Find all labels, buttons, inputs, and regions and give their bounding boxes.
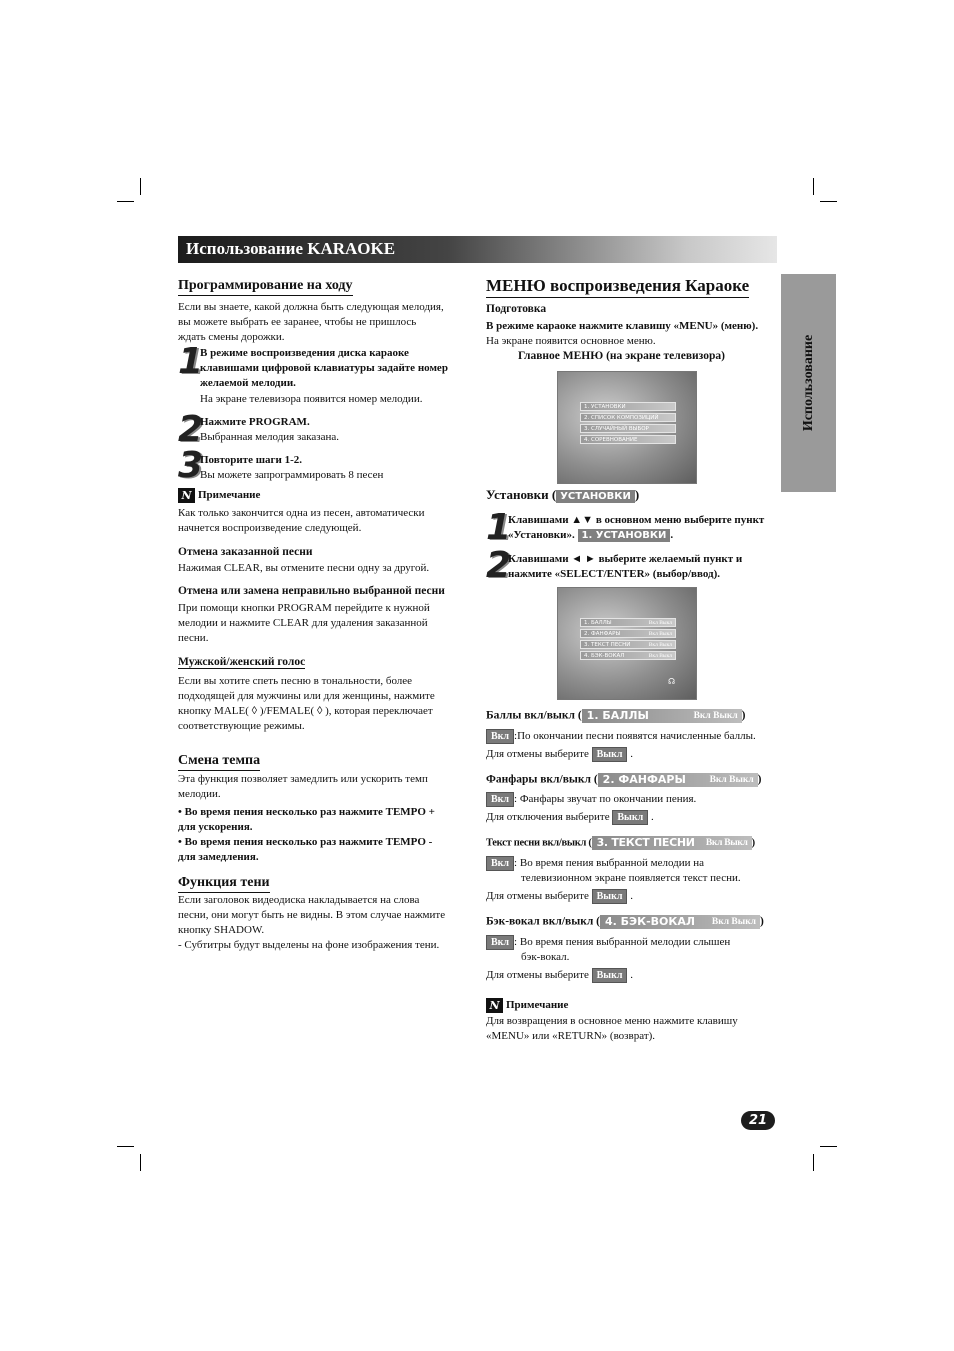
- step-2-result: Выбранная мелодия заказана.: [200, 431, 340, 443]
- replace-text: При помощи кнопки PROGRAM перейдите к нужной мелодии и нажмите CLEAR для удаления заказанной песни.: [178, 602, 430, 644]
- note-left: [178, 488, 260, 503]
- note-icon: N: [486, 998, 503, 1013]
- score-on: Вкл :По окончании песни появятся начисленные баллы.: [486, 729, 756, 744]
- setup-step-1-number: 1: [486, 507, 511, 548]
- crop-mark: [820, 1146, 837, 1147]
- note-label: Примечание: [506, 999, 569, 1012]
- step-1-text: В режиме воспроизведения диска караоке клавишами цифровой клавиатуры задайте номер желаемой мелодии.: [200, 347, 448, 389]
- page-number: 21: [741, 1111, 775, 1130]
- setup-menu-item: 4. БЭК-ВОКАЛ Вкл Выкл: [580, 651, 676, 660]
- main-menu-item: 3. СЛУЧАЙНЫЙ ВЫБОР: [580, 424, 676, 433]
- side-tab-label: Использование: [800, 334, 816, 432]
- note-icon: N: [178, 488, 195, 503]
- prog-heading: Программирование на ходу: [178, 278, 353, 296]
- setup-menu-item: 3. ТЕКСТ ПЕСНИ Вкл Выкл: [580, 640, 676, 649]
- lyrics-heading: Текст песни вкл/выкл ( 3. ТЕКСТ ПЕСНИ Вкл Выкл ): [486, 836, 755, 849]
- crop-mark: [813, 178, 814, 195]
- step-2-number: 2: [178, 409, 203, 450]
- main-menu-item: 2. СПИСОК КОМПОЗИЦИЙ: [580, 413, 676, 422]
- voice-text: Если вы хотите спеть песню в тональности, более подходящей для мужчины или для женщины, нажмите кнопку MALE( ◊ )/FEMALE( ◊ ), которая переключает соответствующие режимы.: [178, 675, 435, 732]
- fanfare-on: Вкл : Фанфары звучат по окончании пения.: [486, 792, 696, 807]
- note-right-text: Для возвращения в основное меню нажмите клавишу «MENU» или «RETURN» (возврат).: [486, 1015, 738, 1042]
- tempo-text: Эта функция позволяет замедлить или ускорить темп мелодии.: [178, 773, 428, 800]
- score-off: Для отмены выберите Выкл .: [486, 748, 633, 761]
- crop-mark: [117, 201, 134, 202]
- crop-mark: [813, 1154, 814, 1171]
- tempo-bullet-1: • Во время пения несколько раз нажмите TEMPO + для ускорения.: [178, 806, 435, 833]
- cancel-text: Нажимая CLEAR, вы отмените песни одну за другой.: [178, 562, 430, 574]
- lyrics-on: Вкл : Во время пения выбранной мелодии на телевизионном экране появляется текст песни.: [486, 856, 741, 886]
- step-3-result: Вы можете запрограммировать 8 песен: [200, 469, 384, 481]
- fanfare-off: Для отключения выберите Выкл .: [486, 811, 654, 824]
- lyrics-off: Для отмены выберите Выкл .: [486, 890, 633, 903]
- side-tab: [781, 274, 836, 492]
- prep-text: На экране появится основное меню.: [486, 335, 656, 347]
- setup-heading: Установки ( УСТАНОВКИ ): [486, 487, 640, 502]
- setup-step-1-text: Клавишами ▲▼ в основном меню выберите пункт «Установки». 1. УСТАНОВКИ .: [508, 514, 765, 541]
- voice-heading: Мужской/женский голос: [178, 656, 306, 668]
- setup-menu-item: 1. БАЛЛЫ Вкл Выкл: [580, 618, 676, 627]
- main-menu-caption: Главное МЕНЮ (на экране телевизора): [518, 350, 725, 362]
- step-1-number: 1: [178, 341, 203, 382]
- step-3-number: 3: [178, 445, 203, 486]
- setup-tag: УСТАНОВКИ: [556, 490, 635, 503]
- backvocal-on: Вкл : Во время пения выбранной мелодии слышен бэк-вокал.: [486, 935, 730, 965]
- step-2-text: Нажмите PROGRAM.: [200, 416, 310, 428]
- karaoke-menu-heading: МЕНЮ воспроизведения Караоке: [486, 276, 749, 298]
- cancel-heading: Отмена заказанной песни: [178, 546, 313, 558]
- main-menu-item: 4. СОРЕВНОВАНИЕ: [580, 435, 676, 444]
- backvocal-heading: Бэк-вокал вкл/выкл ( 4. БЭК-ВОКАЛ Вкл Выкл ): [486, 915, 764, 928]
- setup-step-2-text: Клавишами ◄ ► выберите желаемый пункт и нажмите «SELECT/ENTER» (выбор/ввод).: [508, 553, 743, 580]
- step-1-result: На экране телевизора появится номер мелодии.: [200, 393, 423, 405]
- crop-mark: [117, 1146, 134, 1147]
- prep-heading: Подготовка: [486, 303, 547, 315]
- shadow-heading: Функция тени: [178, 875, 270, 893]
- prog-intro: Если вы знаете, какой должна быть следующая мелодия, вы можете выбрать ее заранее, чтобы не пришлось ждать смены дорожки.: [178, 301, 444, 343]
- prep-bold: В режиме караоке нажмите клавишу «MENU» (меню).: [486, 320, 759, 332]
- crop-mark: [140, 178, 141, 195]
- backvocal-off: Для отмены выберите Выкл .: [486, 969, 633, 982]
- note-label: Примечание: [198, 489, 261, 502]
- tempo-bullet-2: • Во время пения несколько раз нажмите TEMPO - для замедления.: [178, 836, 433, 863]
- setup-step-2-number: 2: [486, 545, 511, 586]
- tempo-heading: Смена темпа: [178, 753, 260, 771]
- main-menu-item: 1. УСТАНОВКИ: [580, 402, 676, 411]
- headphone-icon: ☊: [668, 677, 676, 686]
- crop-mark: [820, 201, 837, 202]
- fanfare-heading: Фанфары вкл/выкл ( 2. ФАНФАРЫ Вкл Выкл ): [486, 773, 762, 786]
- shadow-text: Если заголовок видеодиска накладывается на слова песни, они могут быть не видны. В этом случае нажмите кнопку SHADOW. - Субтитры будут выделены на фоне изображения тени.: [178, 894, 446, 951]
- crop-mark: [140, 1154, 141, 1171]
- main-menu-screen: [557, 371, 697, 484]
- setup-menu-item: 2. ФАНФАРЫ Вкл Выкл: [580, 629, 676, 638]
- score-heading: Баллы вкл/выкл ( 1. БАЛЛЫ Вкл Выкл ): [486, 709, 746, 722]
- section-title: Использование KARAOKE: [186, 239, 396, 258]
- setup-menu-screen: [557, 587, 697, 700]
- replace-heading: Отмена или замена неправильно выбранной песни: [178, 585, 445, 597]
- step-3-text: Повторите шаги 1-2.: [200, 454, 302, 466]
- note-left-text: Как только закончится одна из песен, автоматически начнется воспроизведение следующей.: [178, 507, 425, 534]
- note-right: [486, 998, 568, 1013]
